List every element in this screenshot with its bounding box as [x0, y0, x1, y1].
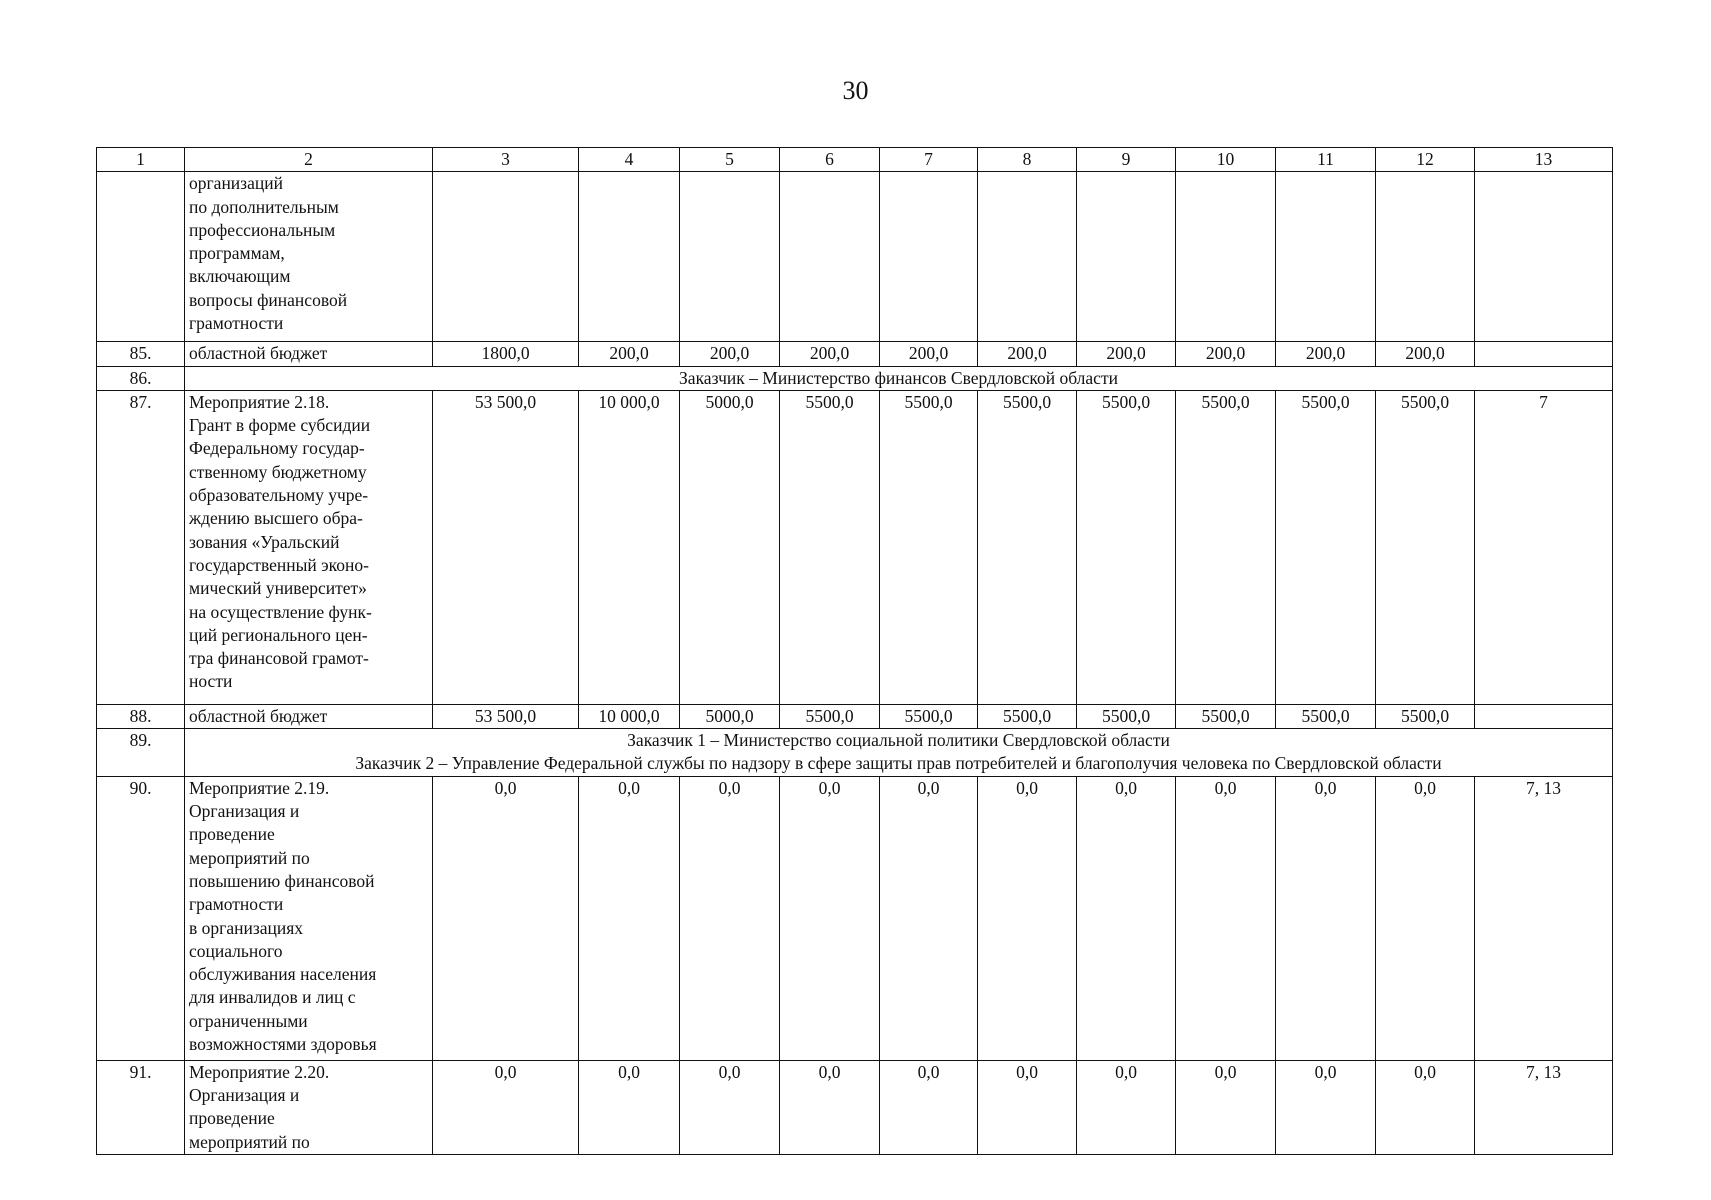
funding-value — [1376, 172, 1475, 342]
funding-value: 0,0 — [880, 1060, 978, 1154]
funding-value: 200,0 — [1077, 342, 1176, 366]
customer-heading — [185, 729, 1613, 777]
funding-value: 5500,0 — [780, 390, 880, 704]
funding-value: 10 000,0 — [579, 704, 680, 728]
funding-value: 5500,0 — [978, 390, 1077, 704]
funding-value: 200,0 — [1176, 342, 1276, 366]
funding-value: 0,0 — [978, 1060, 1077, 1154]
customer-line-1: Заказчик 1 – Министерство социальной политики Свердловской области — [627, 730, 1170, 751]
table-row — [97, 390, 1613, 704]
funding-value: 200,0 — [780, 342, 880, 366]
column-header: 1 — [97, 148, 185, 172]
column-header: 4 — [579, 148, 680, 172]
funding-value: 10 000,0 — [579, 390, 680, 704]
column-header: 5 — [680, 148, 780, 172]
funding-value: 0,0 — [1276, 1060, 1376, 1154]
funding-value: 0,0 — [1077, 776, 1176, 1060]
funding-value: 0,0 — [1077, 1060, 1176, 1154]
column-header: 10 — [1176, 148, 1276, 172]
funding-value: 5500,0 — [880, 704, 978, 728]
column-header: 13 — [1475, 148, 1613, 172]
funding-value: 0,0 — [433, 1060, 579, 1154]
funding-value — [433, 172, 579, 342]
funding-value: 0,0 — [1176, 1060, 1276, 1154]
funding-value: 0,0 — [880, 776, 978, 1060]
column-header: 11 — [1276, 148, 1376, 172]
customer-line-2: Заказчик 2 – Управление Федеральной службы по надзору в сфере защиты прав потребителей и благополучия человека по Свердловской области — [355, 753, 1442, 774]
funding-value: 0,0 — [579, 1060, 680, 1154]
row-number: 87. — [97, 390, 185, 704]
funding-value: 5500,0 — [1376, 390, 1475, 704]
funding-value: 200,0 — [579, 342, 680, 366]
funding-value — [780, 172, 880, 342]
funding-value: 5500,0 — [1077, 390, 1176, 704]
funding-value — [880, 172, 978, 342]
column-header: 12 — [1376, 148, 1475, 172]
row-number: 89. — [97, 729, 185, 777]
funding-value: 0,0 — [780, 776, 880, 1060]
activity-name: организаций по дополнительным профессиональным программам, включающим вопросы финансовой грамотности — [185, 172, 433, 342]
target-indicator — [1475, 342, 1613, 366]
funding-value: 0,0 — [1376, 1060, 1475, 1154]
table-row — [97, 366, 1613, 390]
row-number: 85. — [97, 342, 185, 366]
row-number: 88. — [97, 704, 185, 728]
column-header: 8 — [978, 148, 1077, 172]
funding-value: 200,0 — [978, 342, 1077, 366]
row-number: 86. — [97, 366, 185, 390]
funding-value: 0,0 — [978, 776, 1077, 1060]
funding-value: 0,0 — [1276, 776, 1376, 1060]
funding-value: 5500,0 — [880, 390, 978, 704]
row-number: 91. — [97, 1060, 185, 1154]
target-indicator: 7 — [1475, 390, 1613, 704]
funding-value: 5500,0 — [1276, 390, 1376, 704]
page-number: 30 — [842, 76, 869, 105]
funding-value — [1077, 172, 1176, 342]
column-header: 3 — [433, 148, 579, 172]
column-header: 7 — [880, 148, 978, 172]
header-row — [97, 148, 1613, 172]
target-indicator: 7, 13 — [1475, 1060, 1613, 1154]
funding-value: 0,0 — [579, 776, 680, 1060]
activity-name: Мероприятие 2.19. Организация и проведение мероприятий по повышению финансовой грамотности в организациях социального обслуживания населения для инвалидов и лиц с ограниченными возможностями здоровья — [185, 776, 433, 1060]
funding-value: 1800,0 — [433, 342, 579, 366]
column-header: 2 — [185, 148, 433, 172]
funding-value: 5500,0 — [1077, 704, 1176, 728]
table-row — [97, 342, 1613, 366]
funding-value: 5500,0 — [978, 704, 1077, 728]
funding-value: 200,0 — [880, 342, 978, 366]
funding-value — [1276, 172, 1376, 342]
activity-name: областной бюджет — [185, 704, 433, 728]
funding-value — [579, 172, 680, 342]
funding-value: 5500,0 — [1376, 704, 1475, 728]
table-row — [97, 776, 1613, 1060]
table-row — [97, 729, 1613, 777]
funding-value: 53 500,0 — [433, 390, 579, 704]
activity-name: Мероприятие 2.18. Грант в форме субсидии Федеральному государ- ственному бюджетному образовательному учре- ждению высшего обра- зования «Уральский государственный эконо- мический университет» на осуществление функ- ций регионального цен- тра финансовой грамот- ности — [185, 390, 433, 704]
customer-heading: Заказчик – Министерство финансов Свердловской области — [185, 366, 1613, 390]
funding-value: 5500,0 — [780, 704, 880, 728]
funding-value — [680, 172, 780, 342]
target-indicator: 7, 13 — [1475, 776, 1613, 1060]
column-header: 9 — [1077, 148, 1176, 172]
table-row — [97, 1060, 1613, 1154]
funding-value: 0,0 — [1176, 776, 1276, 1060]
funding-value: 0,0 — [780, 1060, 880, 1154]
funding-value: 5000,0 — [680, 390, 780, 704]
funding-value: 5500,0 — [1276, 704, 1376, 728]
table-row — [97, 704, 1613, 728]
funding-value: 0,0 — [433, 776, 579, 1060]
funding-value: 5500,0 — [1176, 390, 1276, 704]
funding-value: 5500,0 — [1176, 704, 1276, 728]
funding-value: 0,0 — [1376, 776, 1475, 1060]
funding-value: 0,0 — [680, 1060, 780, 1154]
row-number: 90. — [97, 776, 185, 1060]
funding-value: 200,0 — [1376, 342, 1475, 366]
row-number — [97, 172, 185, 342]
funding-value: 5000,0 — [680, 704, 780, 728]
funding-value: 200,0 — [680, 342, 780, 366]
funding-value: 200,0 — [1276, 342, 1376, 366]
table-row — [97, 172, 1613, 342]
funding-value: 0,0 — [680, 776, 780, 1060]
target-indicator — [1475, 172, 1613, 342]
funding-value: 53 500,0 — [433, 704, 579, 728]
program-table — [96, 147, 1613, 1155]
target-indicator — [1475, 704, 1613, 728]
column-header: 6 — [780, 148, 880, 172]
funding-value — [978, 172, 1077, 342]
activity-name: Мероприятие 2.20. Организация и проведение мероприятий по — [185, 1060, 433, 1154]
funding-value — [1176, 172, 1276, 342]
activity-name: областной бюджет — [185, 342, 433, 366]
